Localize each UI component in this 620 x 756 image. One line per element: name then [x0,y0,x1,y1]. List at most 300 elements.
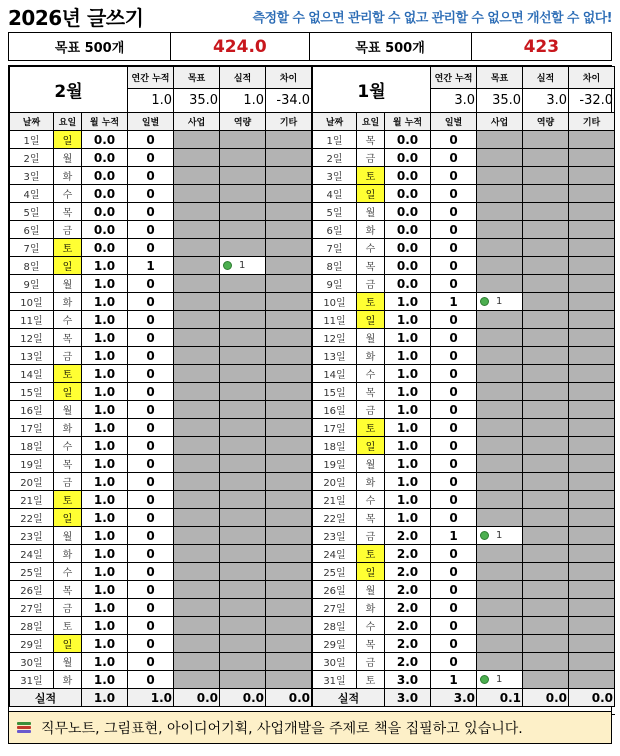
table-row [10,257,312,275]
table-row [10,203,312,221]
month-table-jan [312,66,615,715]
business-cell[interactable] [174,473,220,491]
other-cell[interactable] [569,491,615,509]
business-cell[interactable] [174,671,220,689]
capability-cell[interactable] [220,293,266,311]
capability-cell[interactable] [220,239,266,257]
other-cell[interactable] [266,617,312,635]
daily-count-cell: 0 [128,437,174,455]
weekday-cell: 목 [357,131,385,149]
stat-value: -34.0 [266,89,312,113]
other-cell[interactable] [266,329,312,347]
other-cell[interactable] [266,599,312,617]
table-row [10,455,312,473]
other-cell[interactable] [569,581,615,599]
other-cell[interactable] [569,419,615,437]
business-cell[interactable] [174,635,220,653]
business-cell[interactable] [174,293,220,311]
table-row [313,329,615,347]
daily-count-cell: 0 [128,365,174,383]
other-cell[interactable] [569,617,615,635]
capability-cell[interactable] [220,329,266,347]
other-cell[interactable] [569,293,615,311]
capability-cell[interactable] [220,221,266,239]
business-cell[interactable] [477,365,523,383]
business-cell[interactable] [174,275,220,293]
table-row [10,347,312,365]
table-row [10,131,312,149]
weekday-cell: 목 [54,455,82,473]
total-other: 0.0 [569,689,615,707]
table-row [313,581,615,599]
other-cell[interactable] [569,635,615,653]
capability-cell[interactable] [220,563,266,581]
business-cell[interactable] [477,149,523,167]
monthly-cumulative-cell: 2.0 [385,545,431,563]
business-cell[interactable] [174,365,220,383]
monthly-cumulative-cell: 1.0 [385,455,431,473]
monthly-cumulative-cell: 1.0 [385,473,431,491]
other-cell[interactable] [569,131,615,149]
date-cell: 28일 [10,617,54,635]
capability-cell[interactable] [220,509,266,527]
capability-cell[interactable] [220,455,266,473]
capability-cell[interactable] [220,671,266,689]
capability-cell[interactable] [523,311,569,329]
monthly-cumulative-cell: 0.0 [385,239,431,257]
business-cell[interactable] [174,491,220,509]
business-cell[interactable] [477,221,523,239]
other-cell[interactable] [569,221,615,239]
business-cell[interactable] [174,419,220,437]
other-cell[interactable] [266,203,312,221]
other-cell[interactable] [569,473,615,491]
stat-value: 3.0 [431,89,477,113]
other-cell[interactable] [266,437,312,455]
business-cell[interactable] [477,167,523,185]
column-header: 일별 [128,113,174,131]
weekday-cell: 월 [357,203,385,221]
total-daily: 3.0 [431,689,477,707]
table-row [313,221,615,239]
other-cell[interactable] [569,563,615,581]
monthly-cumulative-cell: 1.0 [82,545,128,563]
capability-cell[interactable] [220,347,266,365]
other-cell[interactable] [569,167,615,185]
other-cell[interactable] [266,401,312,419]
table-row [313,311,615,329]
business-cell[interactable] [174,239,220,257]
capability-cell[interactable] [523,581,569,599]
weekday-cell: 토 [357,167,385,185]
capability-cell[interactable] [523,203,569,221]
monthly-cumulative-cell: 1.0 [82,617,128,635]
footer-text: 직무노트, 그림표현, 아이디어기획, 사업개발을 주제로 책을 집필하고 있습니다. [41,720,523,737]
business-cell[interactable] [174,329,220,347]
other-cell[interactable] [569,671,615,689]
business-cell[interactable] [477,131,523,149]
other-cell[interactable] [266,653,312,671]
date-cell: 11일 [10,311,54,329]
capability-cell[interactable] [523,365,569,383]
capability-cell[interactable] [523,599,569,617]
business-cell[interactable] [174,311,220,329]
monthly-cumulative-cell: 1.0 [82,473,128,491]
other-cell[interactable] [266,419,312,437]
other-cell[interactable] [569,311,615,329]
monthly-cumulative-cell: 2.0 [385,581,431,599]
goal-label-right: 목표 500개 [310,33,472,60]
weekday-cell: 목 [357,509,385,527]
business-cell[interactable] [477,203,523,221]
business-cell[interactable] [174,509,220,527]
date-cell: 12일 [10,329,54,347]
other-cell[interactable] [266,293,312,311]
business-cell[interactable] [174,563,220,581]
daily-count-cell: 0 [431,185,477,203]
table-row [313,401,615,419]
other-cell[interactable] [266,509,312,527]
capability-cell[interactable] [220,491,266,509]
other-cell[interactable] [569,437,615,455]
business-cell[interactable] [477,401,523,419]
business-cell[interactable] [174,383,220,401]
capability-cell[interactable] [220,527,266,545]
other-cell[interactable] [569,275,615,293]
business-cell[interactable] [174,617,220,635]
capability-cell[interactable] [220,131,266,149]
business-cell[interactable] [174,653,220,671]
capability-cell[interactable] [523,167,569,185]
table-row [313,545,615,563]
date-cell: 29일 [10,635,54,653]
date-cell: 22일 [10,509,54,527]
business-cell[interactable] [477,455,523,473]
business-cell[interactable] [477,383,523,401]
total-capability: 0.0 [523,689,569,707]
table-row [10,545,312,563]
weekday-cell: 월 [54,275,82,293]
capability-cell[interactable] [523,239,569,257]
monthly-cumulative-cell: 1.0 [385,383,431,401]
other-cell[interactable] [266,167,312,185]
capability-cell[interactable] [523,635,569,653]
capability-cell[interactable] [220,599,266,617]
business-cell[interactable] [477,185,523,203]
capability-cell[interactable] [220,473,266,491]
column-header: 요일 [357,113,385,131]
monthly-cumulative-cell: 0.0 [82,167,128,185]
capability-cell[interactable] [523,653,569,671]
date-cell: 22일 [313,509,357,527]
goal-value-left: 424.0 [171,33,309,60]
date-cell: 6일 [313,221,357,239]
other-cell[interactable] [569,455,615,473]
other-cell[interactable] [266,563,312,581]
other-cell[interactable] [266,527,312,545]
capability-cell[interactable] [523,437,569,455]
daily-count-cell: 0 [128,149,174,167]
monthly-cumulative-cell: 0.0 [82,221,128,239]
table-row [313,527,615,545]
monthly-cumulative-cell: 1.0 [82,293,128,311]
other-cell[interactable] [266,635,312,653]
capability-cell[interactable] [523,221,569,239]
monthly-cumulative-cell: 1.0 [82,257,128,275]
business-cell[interactable] [174,257,220,275]
daily-count-cell: 0 [431,347,477,365]
total-row [313,689,615,707]
capability-cell[interactable] [220,617,266,635]
business-cell[interactable] [174,401,220,419]
capability-cell[interactable] [523,347,569,365]
capability-cell[interactable] [523,329,569,347]
weekday-cell: 목 [357,635,385,653]
date-cell: 5일 [10,203,54,221]
month-title: 2월 [10,67,128,113]
business-cell[interactable] [477,617,523,635]
business-cell[interactable] [477,257,523,275]
other-cell[interactable] [266,275,312,293]
business-cell[interactable] [477,563,523,581]
other-cell[interactable] [266,347,312,365]
date-cell: 9일 [10,275,54,293]
business-cell[interactable] [174,185,220,203]
daily-count-cell: 0 [431,401,477,419]
business-cell[interactable] [174,581,220,599]
other-cell[interactable] [266,131,312,149]
capability-cell[interactable] [220,635,266,653]
other-cell[interactable] [266,185,312,203]
capability-cell[interactable] [220,203,266,221]
business-cell[interactable] [477,437,523,455]
daily-count-cell: 0 [128,203,174,221]
weekday-cell: 토 [357,419,385,437]
business-cell[interactable] [477,653,523,671]
business-cell[interactable] [174,347,220,365]
column-header: 역량 [220,113,266,131]
other-cell[interactable] [266,383,312,401]
table-row [313,149,615,167]
business-cell[interactable] [174,167,220,185]
other-cell[interactable] [569,257,615,275]
table-row [313,365,615,383]
daily-count-cell: 0 [128,329,174,347]
business-cell[interactable] [174,599,220,617]
business-cell[interactable] [477,635,523,653]
table-row [313,455,615,473]
capability-cell[interactable] [523,509,569,527]
capability-cell[interactable] [523,473,569,491]
daily-count-cell: 0 [431,149,477,167]
other-cell[interactable] [266,473,312,491]
capability-cell[interactable] [523,545,569,563]
other-cell[interactable] [569,383,615,401]
other-cell[interactable] [569,203,615,221]
other-cell[interactable] [266,545,312,563]
capability-cell[interactable] [220,437,266,455]
business-cell[interactable] [174,131,220,149]
table-row [10,293,312,311]
capability-cell[interactable] [220,149,266,167]
business-cell[interactable] [477,329,523,347]
date-cell: 16일 [10,401,54,419]
other-cell[interactable] [266,671,312,689]
business-cell[interactable] [174,545,220,563]
daily-count-cell: 0 [128,455,174,473]
capability-cell[interactable] [220,653,266,671]
capability-cell[interactable] [220,275,266,293]
business-cell[interactable] [174,221,220,239]
other-cell[interactable] [569,599,615,617]
table-row [313,563,615,581]
weekday-cell: 금 [357,275,385,293]
date-cell: 23일 [10,527,54,545]
business-cell[interactable] [477,347,523,365]
capability-cell[interactable] [523,275,569,293]
capability-cell[interactable] [523,419,569,437]
daily-count-cell: 0 [128,311,174,329]
stat-header: 연간 누적 [128,67,174,89]
capability-cell[interactable] [523,383,569,401]
daily-count-cell: 1 [431,527,477,545]
other-cell[interactable] [569,149,615,167]
other-cell[interactable] [569,545,615,563]
other-cell[interactable] [266,239,312,257]
capability-cell[interactable] [523,491,569,509]
capability-cell[interactable] [523,185,569,203]
business-cell[interactable] [477,581,523,599]
business-cell[interactable] [477,491,523,509]
daily-count-cell: 1 [431,293,477,311]
business-cell[interactable] [477,545,523,563]
business-cell[interactable] [477,509,523,527]
other-cell[interactable] [569,185,615,203]
capability-cell[interactable] [523,149,569,167]
business-cell[interactable] [174,149,220,167]
monthly-cumulative-cell: 1.0 [82,509,128,527]
books-icon [17,722,31,734]
other-cell[interactable] [569,239,615,257]
business-cell[interactable] [174,455,220,473]
other-cell[interactable] [266,149,312,167]
table-row [10,473,312,491]
monthly-cumulative-cell: 1.0 [385,347,431,365]
date-cell: 18일 [313,437,357,455]
business-cell[interactable] [477,275,523,293]
weekday-cell: 일 [54,383,82,401]
other-cell[interactable] [569,509,615,527]
column-header: 날짜 [313,113,357,131]
capability-cell[interactable] [523,257,569,275]
business-cell[interactable] [174,527,220,545]
capability-cell[interactable] [523,563,569,581]
capability-cell[interactable] [220,167,266,185]
daily-count-cell: 0 [431,617,477,635]
business-cell[interactable] [174,437,220,455]
date-cell: 26일 [313,581,357,599]
date-cell: 20일 [313,473,357,491]
total-capability: 0.0 [220,689,266,707]
capability-cell[interactable] [523,455,569,473]
weekday-cell: 목 [54,203,82,221]
other-cell[interactable] [569,653,615,671]
daily-count-cell: 0 [431,383,477,401]
daily-count-cell: 0 [128,545,174,563]
date-cell: 30일 [313,653,357,671]
monthly-cumulative-cell: 1.0 [385,401,431,419]
other-cell[interactable] [266,491,312,509]
capability-cell[interactable] [523,131,569,149]
other-cell[interactable] [569,347,615,365]
monthly-cumulative-cell: 0.0 [385,257,431,275]
capability-cell[interactable]: 1 [220,257,266,275]
table-row [10,185,312,203]
business-cell[interactable] [174,203,220,221]
weekday-cell: 금 [54,599,82,617]
monthly-cumulative-cell: 1.0 [82,365,128,383]
table-row [10,653,312,671]
business-cell[interactable]: 1 [477,671,523,689]
business-cell[interactable] [477,419,523,437]
capability-cell[interactable] [523,671,569,689]
other-cell[interactable] [266,221,312,239]
other-cell[interactable] [266,311,312,329]
business-cell[interactable] [477,239,523,257]
business-cell[interactable] [477,311,523,329]
capability-cell[interactable] [220,311,266,329]
business-cell[interactable]: 1 [477,527,523,545]
other-cell[interactable] [569,329,615,347]
capability-cell[interactable] [220,581,266,599]
business-cell[interactable]: 1 [477,293,523,311]
weekday-cell: 일 [54,509,82,527]
other-cell[interactable] [266,455,312,473]
date-cell: 21일 [10,491,54,509]
monthly-cumulative-cell: 1.0 [82,491,128,509]
daily-count-cell: 0 [431,455,477,473]
capability-cell[interactable] [220,383,266,401]
capability-cell[interactable] [220,185,266,203]
monthly-cumulative-cell: 1.0 [385,419,431,437]
capability-cell[interactable] [220,401,266,419]
capability-cell[interactable] [523,293,569,311]
capability-cell[interactable] [220,545,266,563]
table-row [313,275,615,293]
business-cell[interactable] [477,599,523,617]
green-dot-icon [480,675,489,684]
other-cell[interactable] [569,527,615,545]
monthly-cumulative-cell: 0.0 [385,131,431,149]
daily-count-cell: 0 [128,617,174,635]
other-cell[interactable] [569,365,615,383]
monthly-cumulative-cell: 2.0 [385,617,431,635]
monthly-cumulative-cell: 0.0 [385,167,431,185]
other-cell[interactable] [266,365,312,383]
other-cell[interactable] [569,401,615,419]
capability-cell[interactable] [220,419,266,437]
capability-cell[interactable] [523,401,569,419]
other-cell[interactable] [266,257,312,275]
capability-cell[interactable] [523,617,569,635]
daily-count-cell: 0 [431,167,477,185]
capability-cell[interactable] [220,365,266,383]
capability-cell[interactable] [523,527,569,545]
weekday-cell: 수 [54,185,82,203]
other-cell[interactable] [266,581,312,599]
business-cell[interactable] [477,473,523,491]
monthly-cumulative-cell: 1.0 [82,653,128,671]
